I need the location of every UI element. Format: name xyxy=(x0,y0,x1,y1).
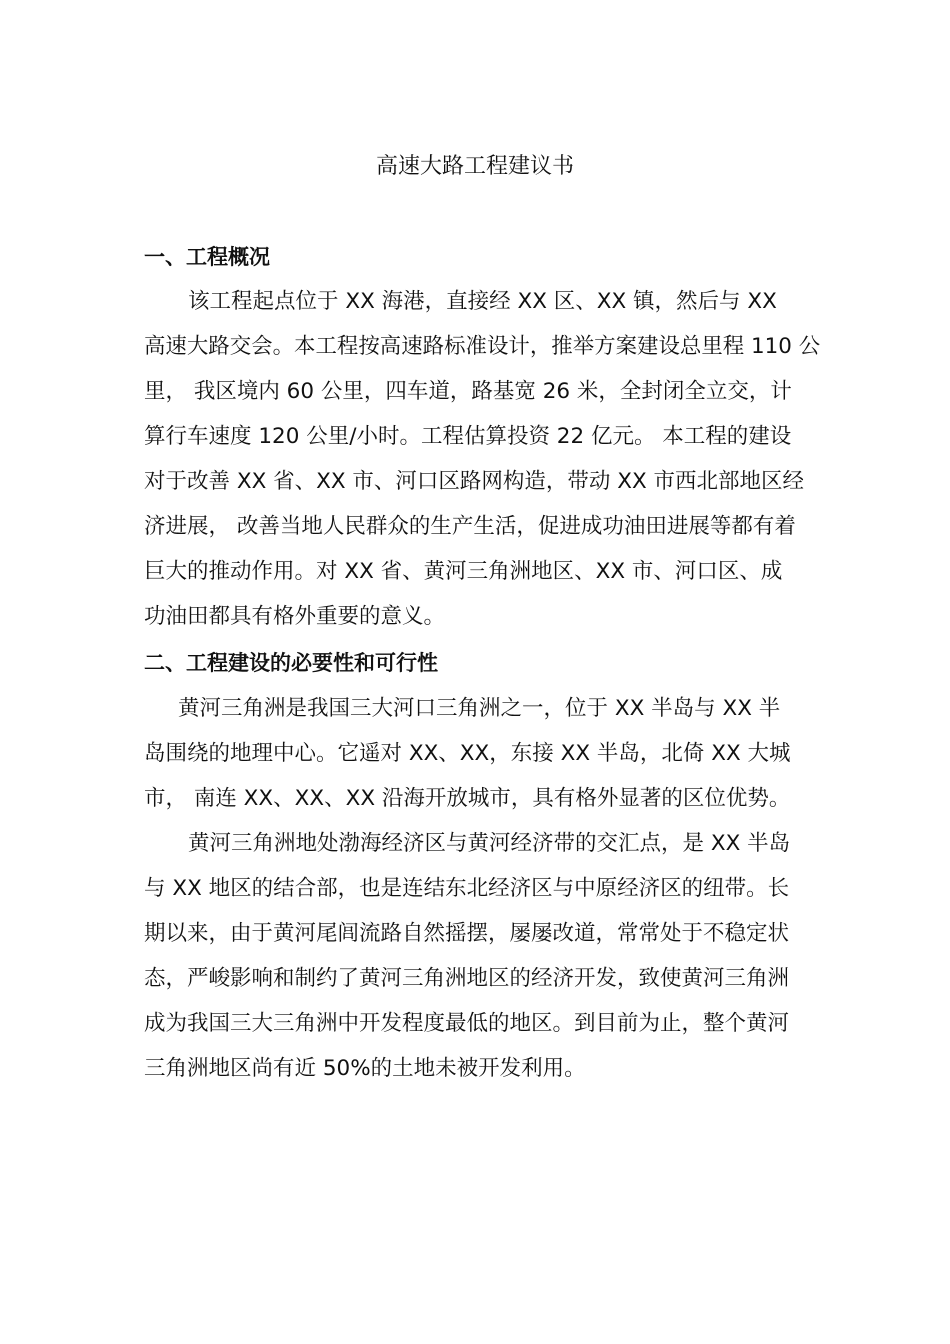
section-heading-overview: 一、工程概况 xyxy=(144,245,270,269)
paragraph-line: 巨大的推动作用。对 XX 省、黄河三角洲地区、XX 市、河口区、成 xyxy=(144,559,783,584)
document-title: 高速大路工程建议书 xyxy=(375,154,574,179)
paragraph-line: 岛围绕的地理中心。它遥对 XX、XX，东接 XX 半岛，北倚 XX 大城 xyxy=(144,741,791,766)
paragraph-line: 成为我国三大三角洲中开发程度最低的地区。到目前为止，整个黄河 xyxy=(144,1011,790,1036)
paragraph-line: 该工程起点位于 XX 海港，直接经 XX 区、XX 镇，然后与 XX xyxy=(188,289,777,314)
paragraph-line: 功油田都具有格外重要的意义。 xyxy=(144,604,446,629)
paragraph-line: 里， 我区境内 60 公里，四车道，路基宽 26 米，全封闭全立交，计 xyxy=(144,379,792,404)
paragraph-line: 与 XX 地区的结合部，也是连结东北经济区与中原经济区的纽带。长 xyxy=(144,876,790,901)
section-heading-necessity: 二、工程建设的必要性和可行性 xyxy=(144,651,438,675)
paragraph-line: 市， 南连 XX、XX、XX 沿海开放城市，具有格外显著的区位优势。 xyxy=(144,786,791,811)
paragraph-line: 济进展， 改善当地人民群众的生产生活，促进成功油田进展等都有着 xyxy=(144,514,796,539)
paragraph-line: 高速大路交会。本工程按高速路标准设计，推举方案建设总里程 110 公 xyxy=(144,334,821,359)
paragraph-line: 三角洲地区尚有近 50%的土地未被开发利用。 xyxy=(144,1056,586,1081)
paragraph-line: 对于改善 XX 省、XX 市、河口区路网构造，带动 XX 市西北部地区经 xyxy=(144,469,805,494)
paragraph-line: 算行车速度 120 公里/小时。工程估算投资 22 亿元。 本工程的建设 xyxy=(144,424,792,449)
paragraph-line: 黄河三角洲是我国三大河口三角洲之一，位于 XX 半岛与 XX 半 xyxy=(178,696,781,721)
paragraph-line: 期以来，由于黄河尾闾流路自然摇摆，屡屡改道，常常处于不稳定状 xyxy=(144,921,790,946)
paragraph-line: 黄河三角洲地处渤海经济区与黄河经济带的交汇点，是 XX 半岛 xyxy=(188,831,791,856)
paragraph-line: 态，严峻影响和制约了黄河三角洲地区的经济开发，致使黄河三角洲 xyxy=(144,966,790,991)
